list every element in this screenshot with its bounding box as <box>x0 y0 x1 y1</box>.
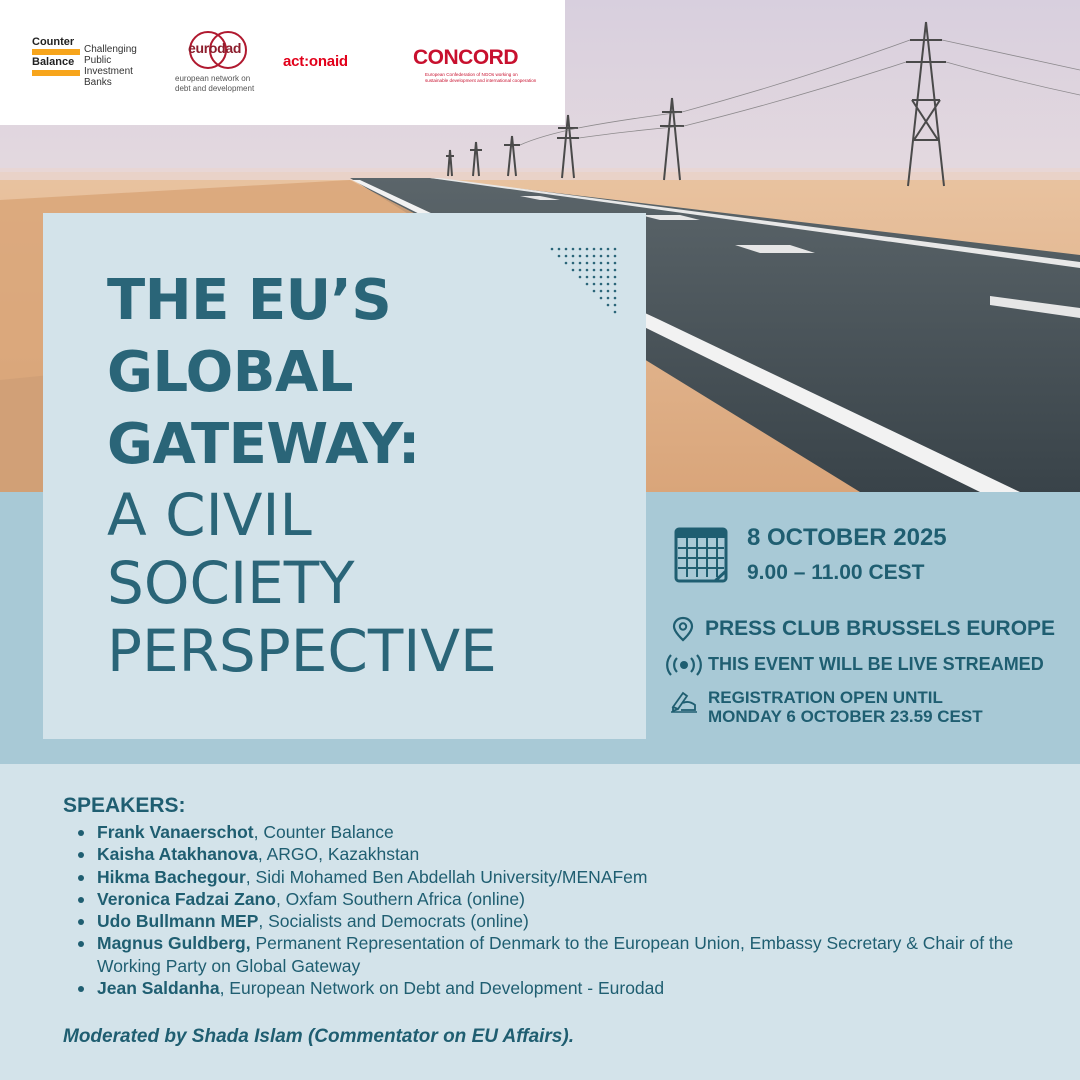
decoration-dot <box>579 248 582 251</box>
decoration-dot <box>614 283 617 286</box>
cb-tag-line-4: Banks <box>84 77 112 88</box>
registration-line-2: MONDAY 6 OCTOBER 23.59 CEST <box>708 707 983 726</box>
decoration-dot <box>572 262 575 265</box>
decoration-dot <box>600 262 603 265</box>
cb-bar-bottom <box>32 70 80 76</box>
decoration-dot <box>614 304 617 307</box>
speaker-item <box>76 843 1066 865</box>
decoration-dot <box>579 269 582 272</box>
event-venue: PRESS CLUB BRUSSELS EUROPE <box>705 617 1056 640</box>
registration-line-1: REGISTRATION OPEN UNTIL <box>708 688 943 707</box>
decoration-dot <box>551 248 554 251</box>
title-line-3: GATEWAY: <box>107 412 420 477</box>
decoration-dot <box>607 283 610 286</box>
partner-logo-bar <box>0 0 565 125</box>
eurodad-logo <box>172 28 264 100</box>
decoration-dot <box>579 255 582 258</box>
counter-balance-logo <box>32 36 152 96</box>
concord-logo <box>413 46 535 86</box>
decoration-dot <box>607 262 610 265</box>
decoration-dot <box>586 283 589 286</box>
speaker-name: Hikma Bachegour <box>97 866 246 887</box>
decoration-dot <box>572 269 575 272</box>
decoration-dot <box>572 255 575 258</box>
speaker-affiliation: Permanent Representation of Denmark to the European Union, Embassy Secretary & Chair of the Working Party on Global Gateway <box>97 933 1014 976</box>
speaker-affiliation: , Sidi Mohamed Ben Abdellah University/MENAFem <box>245 866 648 887</box>
speaker-item <box>76 910 1066 932</box>
speaker-name: Udo Bullmann MEP <box>97 911 259 932</box>
concord-tag-line-1: European Confederation of NGOs working on <box>425 72 518 77</box>
decoration-dot <box>614 255 617 258</box>
eurodad-tagline <box>175 74 265 94</box>
decoration-dot <box>593 276 596 279</box>
event-title-bold <box>107 265 420 481</box>
decoration-dot <box>607 276 610 279</box>
eurodad-tag-line-2: debt and development <box>175 84 255 93</box>
subtitle-line-3: PERSPECTIVE <box>107 617 497 685</box>
decoration-dot <box>614 248 617 251</box>
speaker-item <box>76 888 1066 910</box>
speaker-item <box>76 821 1066 843</box>
decoration-dot <box>614 276 617 279</box>
speaker-affiliation: , Oxfam Southern Africa (online) <box>275 888 525 909</box>
cb-word-counter: Counter <box>32 36 75 48</box>
decoration-dot <box>600 269 603 272</box>
concord-tag-line-2: sustainable development and international cooperation <box>425 78 537 83</box>
decoration-dot <box>593 248 596 251</box>
decoration-dot <box>600 297 603 300</box>
registration-deadline <box>708 688 983 726</box>
cb-tag-line-1: Challenging <box>84 44 137 55</box>
decoration-dot <box>579 276 582 279</box>
cb-tag-line-3: Investment <box>84 66 133 77</box>
subtitle-line-2: SOCIETY <box>107 549 355 617</box>
decoration-dot <box>607 297 610 300</box>
moderator-note: Moderated by Shada Islam (Commentator on EU Affairs). <box>63 1026 574 1047</box>
eurodad-tag-line-1: european network on <box>175 74 251 83</box>
title-line-1: THE EU’S <box>107 268 392 333</box>
cb-tagline <box>84 44 154 88</box>
cb-bar-top <box>32 49 80 55</box>
speaker-item <box>76 866 1066 888</box>
eurodad-wordmark: eurodad <box>188 40 242 56</box>
decoration-dot <box>600 255 603 258</box>
decoration-dot <box>593 290 596 293</box>
decoration-dot <box>593 269 596 272</box>
decoration-dot <box>614 269 617 272</box>
decoration-dot <box>586 269 589 272</box>
speaker-name: Magnus Guldberg, <box>97 933 251 954</box>
decoration-dot <box>565 262 568 265</box>
decoration-dot <box>607 255 610 258</box>
subtitle-line-1: A CIVIL <box>107 481 312 549</box>
speakers-section <box>0 764 1080 1080</box>
event-time: 9.00 – 11.00 CEST <box>747 561 925 584</box>
decoration-dot <box>607 304 610 307</box>
speaker-item <box>76 932 1066 977</box>
livestream-notice: THIS EVENT WILL BE LIVE STREAMED <box>708 654 1044 674</box>
decoration-dot <box>565 255 568 258</box>
dot-pattern-decoration <box>548 245 620 317</box>
calendar-icon <box>673 523 731 585</box>
speaker-name: Frank Vanaerschot <box>97 822 254 842</box>
speaker-affiliation: , ARGO, Kazakhstan <box>257 844 420 865</box>
decoration-dot <box>600 283 603 286</box>
decoration-dot <box>614 262 617 265</box>
decoration-dot <box>558 255 561 258</box>
broadcast-icon <box>664 653 704 677</box>
decoration-dot <box>579 262 582 265</box>
decoration-dot <box>607 290 610 293</box>
decoration-dot <box>558 248 561 251</box>
concord-wordmark: CONCORD <box>413 46 518 69</box>
concord-tagline <box>425 72 543 84</box>
speakers-heading: SPEAKERS: <box>63 794 186 817</box>
speaker-item <box>76 977 1066 999</box>
decoration-dot <box>600 276 603 279</box>
cb-word-balance: Balance <box>32 56 75 68</box>
decoration-dot <box>614 311 617 314</box>
speaker-name: Kaisha Atakhanova <box>97 844 258 865</box>
decoration-dot <box>593 262 596 265</box>
title-line-2: GLOBAL <box>107 340 353 405</box>
location-pin-icon <box>672 616 694 642</box>
event-date: 8 OCTOBER 2025 <box>747 524 947 551</box>
decoration-dot <box>586 276 589 279</box>
decoration-dot <box>586 262 589 265</box>
decoration-dot <box>614 297 617 300</box>
speaker-affiliation: , European Network on Debt and Development - Eurodad <box>219 978 665 999</box>
decoration-dot <box>600 248 603 251</box>
decoration-dot <box>565 248 568 251</box>
decoration-dot <box>614 290 617 293</box>
decoration-dot <box>586 255 589 258</box>
speaker-name: Veronica Fadzai Zano <box>97 888 276 909</box>
signing-hand-icon <box>669 687 699 713</box>
speaker-affiliation: , Socialists and Democrats (online) <box>258 911 529 932</box>
decoration-dot <box>593 255 596 258</box>
speaker-affiliation: , Counter Balance <box>253 822 394 842</box>
actionaid-logo: act:onaid <box>283 53 348 70</box>
speakers-list <box>76 821 1066 999</box>
title-card <box>43 213 646 739</box>
decoration-dot <box>600 290 603 293</box>
speaker-name: Jean Saldanha <box>97 978 220 999</box>
decoration-dot <box>607 269 610 272</box>
decoration-dot <box>586 248 589 251</box>
cb-tag-line-2: Public <box>84 55 112 66</box>
decoration-dot <box>607 248 610 251</box>
event-subtitle <box>107 481 497 685</box>
decoration-dot <box>572 248 575 251</box>
decoration-dot <box>593 283 596 286</box>
